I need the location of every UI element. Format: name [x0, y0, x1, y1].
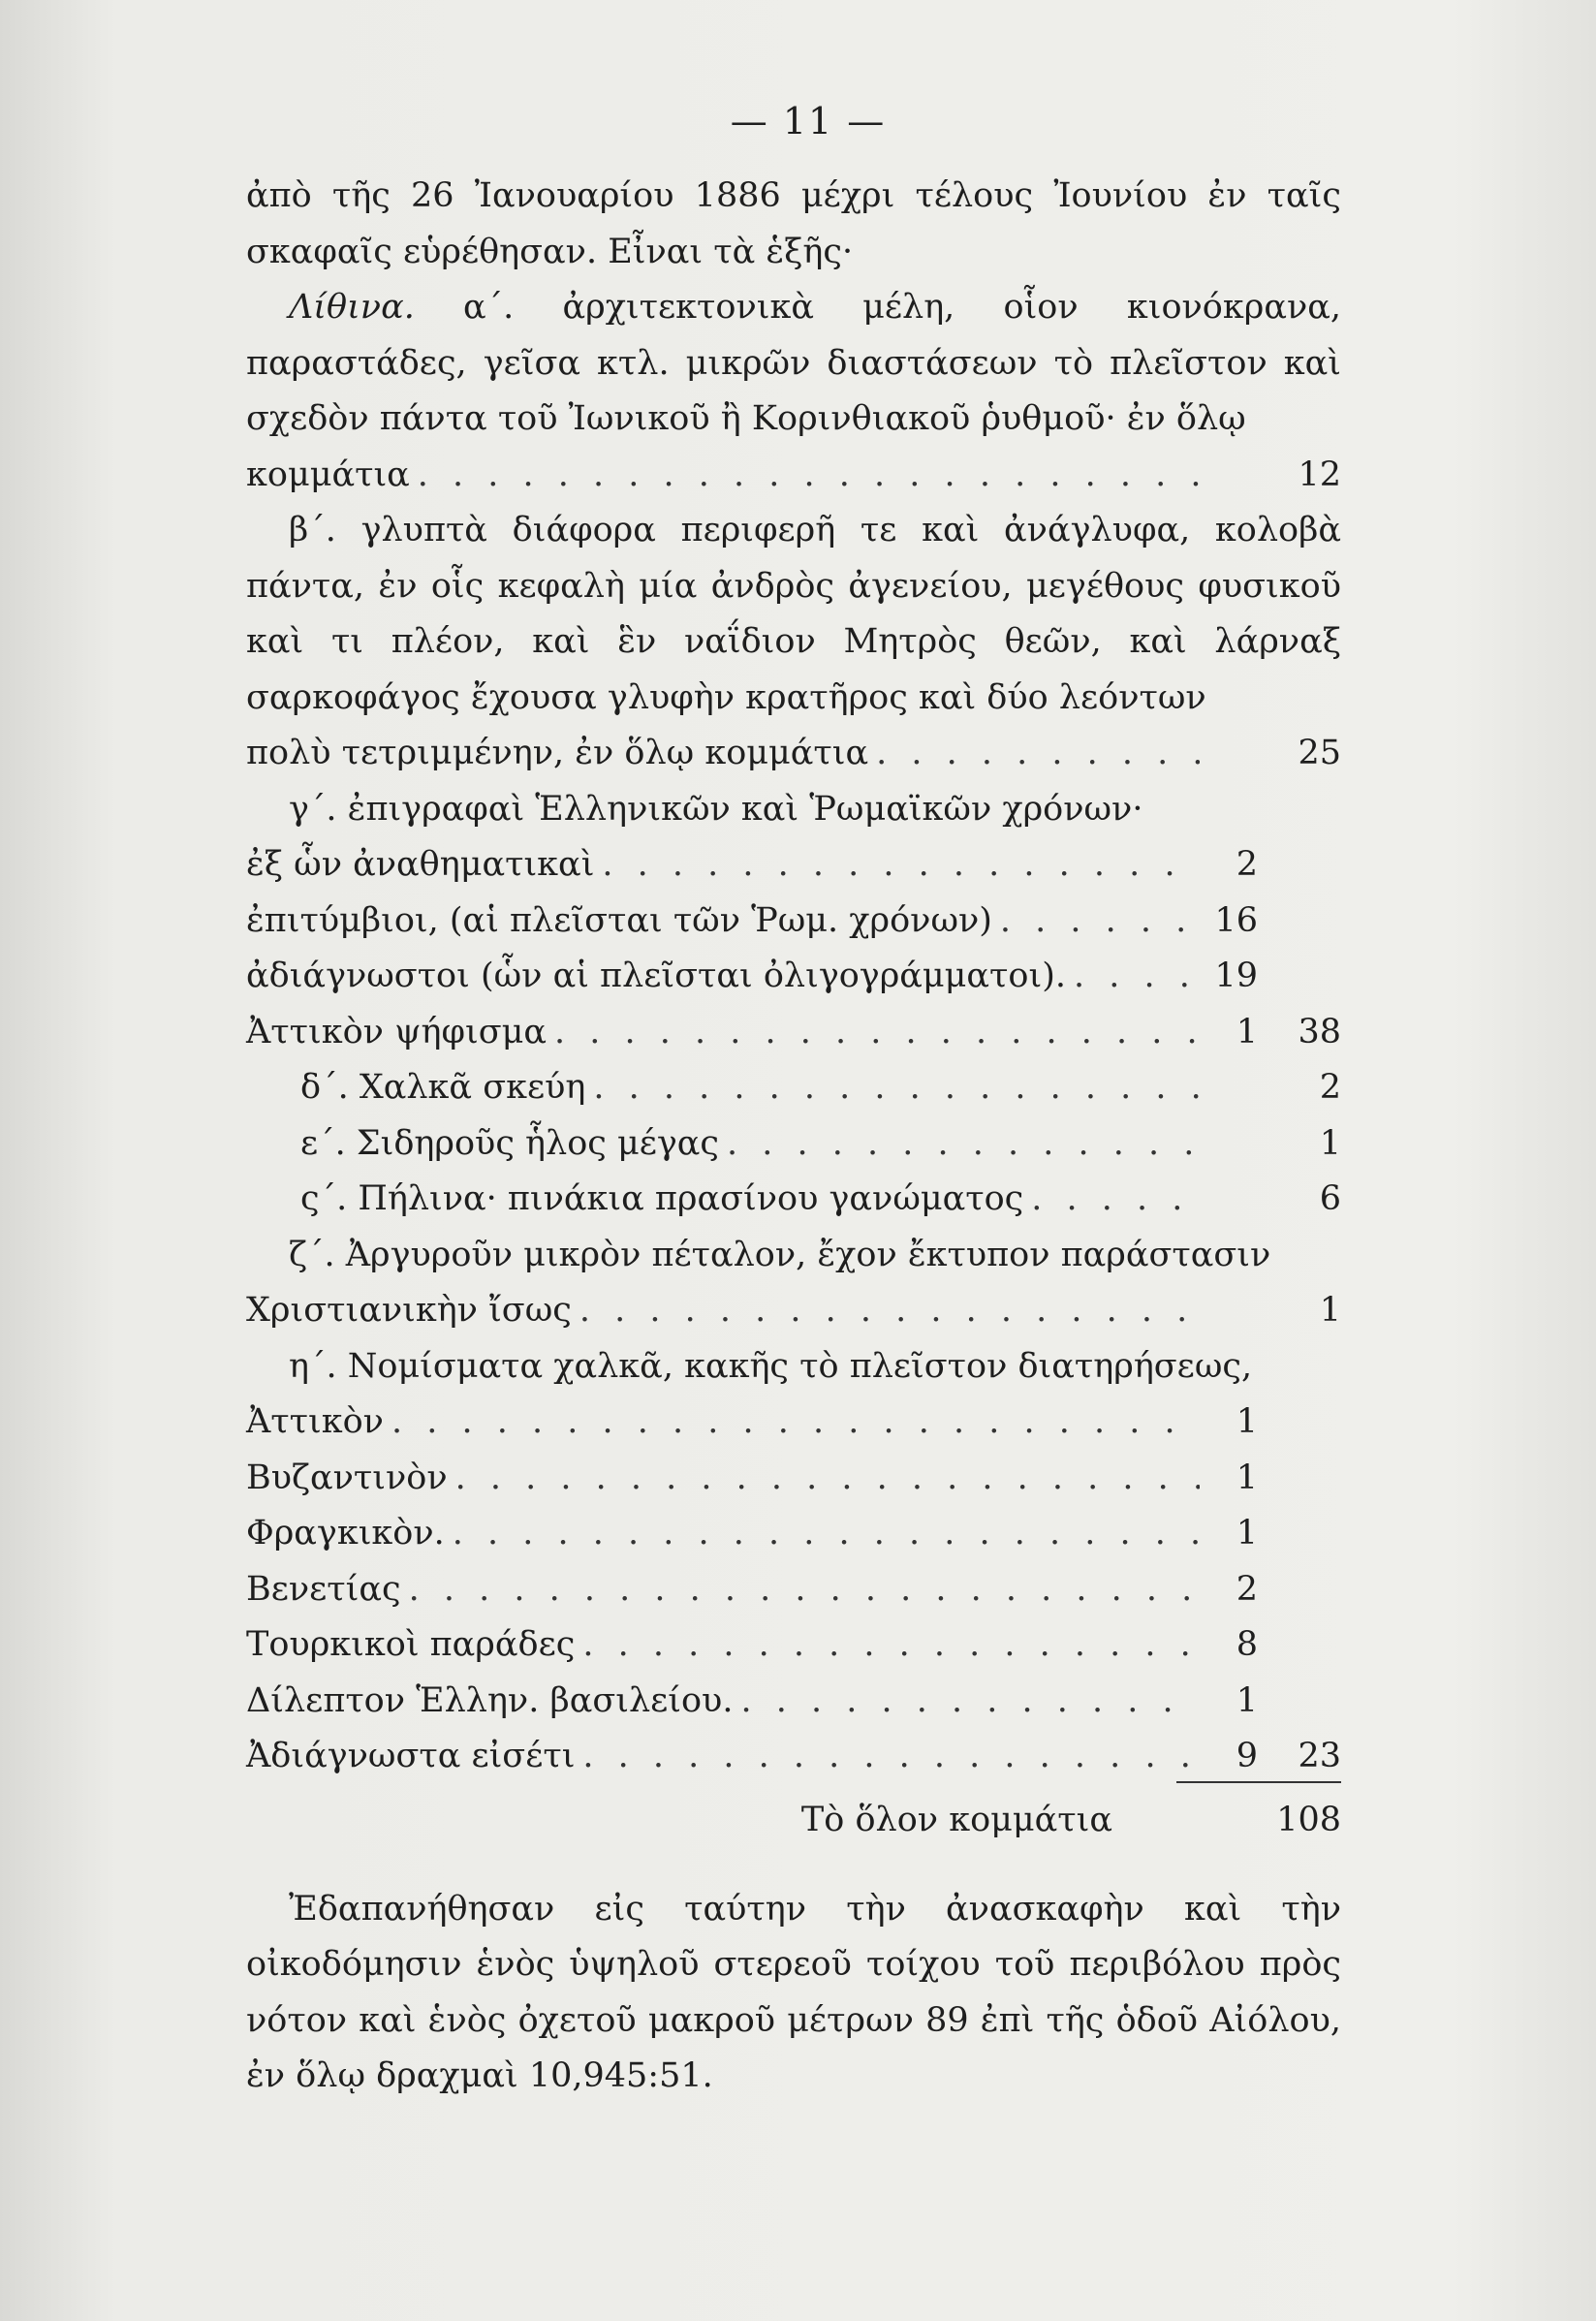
- leader-dots: [992, 894, 1200, 950]
- list-item: [246, 949, 1341, 1005]
- row-count: 19: [1214, 957, 1258, 995]
- leader-dots: [719, 1116, 1200, 1173]
- leader-dots: [384, 1395, 1200, 1451]
- row-label: ἐξ ὧν ἀναθηματικαὶ: [246, 845, 595, 884]
- grand-total-label: Τὸ ὅλον κομμάτια: [800, 1800, 1112, 1839]
- row-label: Δίλεπτον Ἑλλην. βασιλείου.: [246, 1680, 734, 1720]
- list-item: [246, 837, 1341, 894]
- page-content: [246, 97, 1341, 2105]
- section-z-total-row: [246, 1283, 1341, 1339]
- row-label: Ἀττικὸν ψήφισμα: [246, 1012, 547, 1051]
- leader-dots: [575, 1729, 1200, 1785]
- row-label: Βυζαντινὸν: [246, 1458, 448, 1497]
- section-c-heading: γ΄. ἐπιγραφαὶ Ἑλληνικῶν καὶ Ῥωμαϊκῶν χρόνων·: [289, 789, 1143, 829]
- row-label: κομμάτια: [246, 455, 410, 494]
- row-label: Τουρκικοὶ παράδες: [246, 1625, 576, 1664]
- row-total: 23: [1298, 1737, 1341, 1775]
- section-h-heading: η΄. Νομίσματα χαλκᾶ, κακῆς τὸ πλεῖστον διατηρήσεως,: [289, 1346, 1253, 1386]
- section-z-text: ζ΄. Ἀργυροῦν μικρὸν πέταλον, ἔχον ἔκτυπον παράστασιν: [289, 1235, 1271, 1274]
- list-item: [246, 1562, 1341, 1618]
- row-count: 1: [1236, 1680, 1258, 1720]
- row-label: Βενετίας: [246, 1569, 401, 1609]
- section-a-total-row: [246, 448, 1341, 504]
- row-label: ἀδιάγνωστοι (ὧν αἱ πλεῖσται ὀλιγογράμματοι).: [246, 957, 1066, 995]
- row-label: πολὺ τετριμμένην, ἐν ὅλῳ κομμάτια: [246, 734, 869, 772]
- leader-dots: [401, 1562, 1200, 1618]
- list-item: [246, 1506, 1341, 1562]
- section-a-heading: Λίθινα.: [289, 288, 415, 327]
- list-item: [246, 1451, 1341, 1507]
- row-count: 2: [1236, 1569, 1258, 1609]
- list-item: [246, 1116, 1341, 1173]
- row-count: 1: [1236, 1012, 1258, 1051]
- row-count: 1: [1236, 1514, 1258, 1553]
- leader-dots: [585, 1060, 1200, 1116]
- row-label: ἐπιτύμβιοι, (αἱ πλεῖσται τῶν Ῥωμ. χρόνων): [246, 900, 992, 940]
- row-label: Ἀττικὸν: [246, 1402, 384, 1441]
- leader-dots: [733, 1674, 1200, 1730]
- leader-dots: [410, 448, 1200, 504]
- row-total: 38: [1298, 1012, 1341, 1051]
- leader-dots: [445, 1506, 1200, 1562]
- list-item: [246, 894, 1341, 950]
- leader-dots: [1023, 1172, 1200, 1228]
- intro-paragraph: ἀπὸ τῆς 26 Ἰανουαρίου 1886 μέχρι τέλους Ἰουνίου ἐν ταῖς σκαφαῖς εὑρέθησαν. Εἶναι τὰ ἑξῆς·: [246, 176, 1341, 271]
- list-item: [246, 1060, 1341, 1116]
- list-item: [246, 1395, 1341, 1451]
- leader-dots: [547, 1005, 1200, 1061]
- list-item: [246, 1617, 1341, 1674]
- section-a-paragraph: [246, 280, 1341, 448]
- section-a-text: α΄. ἀρχιτεκτονικὰ μέλη, οἷον κιονόκρανα, παραστάδες, γεῖσα κτλ. μικρῶν διαστάσεων τὸ πλεῖστον καὶ σχεδὸν πάντα τοῦ Ἰωνικοῦ ἢ Κορινθιακοῦ ῥυθμοῦ· ἐν ὅλῳ: [246, 288, 1341, 438]
- leader-dots: [575, 1617, 1200, 1674]
- row-label: ε΄. Σιδηροῦς ἧλος μέγας: [300, 1123, 720, 1163]
- section-b-total-row: [246, 726, 1341, 782]
- row-total: 1: [1319, 1291, 1341, 1330]
- list-item: [246, 1005, 1341, 1061]
- row-total: 2: [1319, 1068, 1341, 1107]
- list-item: [246, 1172, 1341, 1228]
- leader-dots: [868, 726, 1200, 782]
- row-count: 16: [1214, 900, 1258, 940]
- row-total: 6: [1319, 1179, 1341, 1218]
- row-count: 1: [1236, 1402, 1258, 1441]
- leader-dots: [448, 1451, 1200, 1507]
- grand-total-value: 108: [1276, 1800, 1341, 1839]
- row-total: 12: [1298, 455, 1341, 494]
- list-item: [246, 1674, 1341, 1730]
- leader-dots: [594, 837, 1200, 894]
- row-total: 25: [1298, 734, 1341, 772]
- leader-dots: [572, 1283, 1200, 1339]
- page-number: — 11 —: [730, 100, 887, 142]
- row-label: δ΄. Χαλκᾶ σκεύη: [300, 1068, 586, 1107]
- leader-dots: [1066, 949, 1200, 1005]
- row-label: Ἀδιάγνωστα εἰσέτι: [246, 1737, 576, 1775]
- row-count: 2: [1236, 845, 1258, 884]
- row-label: Φραγκικὸν.: [246, 1514, 445, 1553]
- section-b-paragraph: β΄. γλυπτὰ διάφορα περιφερῆ τε καὶ ἀνάγλυφα, κολοβὰ πάντα, ἐν οἷς κεφαλὴ μία ἀνδρὸς ἀγενείου, μεγέθους φυσικοῦ καὶ τι πλέον, καὶ ἓν ναΐδιον Μητρὸς θεῶν, καὶ λάρναξ σαρκοφάγος ἔχουσα γλυφὴν κρατῆρος καὶ δύο λεόντων: [246, 511, 1341, 717]
- row-count: 1: [1236, 1458, 1258, 1497]
- row-count: 9: [1236, 1737, 1258, 1775]
- row-label: Χριστιανικὴν ἴσως: [246, 1291, 572, 1330]
- row-total: 1: [1319, 1123, 1341, 1163]
- closing-paragraph: Ἐδαπανήθησαν εἰς ταύτην τὴν ἀνασκαφὴν καὶ τὴν οἰκοδόμησιν ἑνὸς ὑψηλοῦ στερεοῦ τοίχου τοῦ περιβόλου πρὸς νότον καὶ ἑνὸς ὀχετοῦ μακροῦ μέτρων 89 ἐπὶ τῆς ὁδοῦ Αἰόλου, ἐν ὅλῳ δραχμαὶ 10,945:51.: [246, 1889, 1341, 2095]
- row-count: 8: [1236, 1625, 1258, 1664]
- row-label: ς΄. Πήλινα· πινάκια πρασίνου γανώματος: [300, 1179, 1024, 1218]
- list-item: [246, 1729, 1341, 1785]
- grand-total-row: [246, 1785, 1341, 1857]
